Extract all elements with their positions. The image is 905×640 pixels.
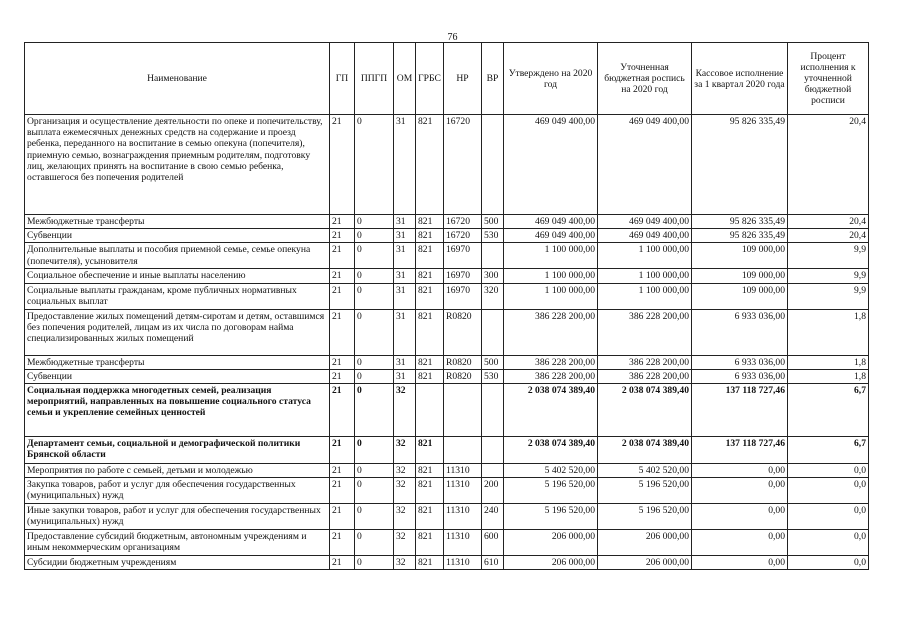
cell-cash: 109 000,00 [692,243,788,269]
cell-ppgp: 0 [355,215,394,229]
cell-name: Субсидии бюджетным учреждениям [25,556,330,570]
header-ppgp: ППГП [355,43,394,115]
cell-ppgp: 0 [355,309,394,355]
cell-vr [482,464,504,478]
cell-cash: 137 118 727,46 [692,437,788,464]
cell-name: Межбюджетные трансферты [25,355,330,369]
cell-cash: 95 826 335,49 [692,229,788,243]
cell-name: Мероприятия по работе с семьей, детьми и молодежью [25,464,330,478]
cell-percent: 9,9 [788,243,869,269]
cell-om: 31 [394,269,416,283]
cell-approved: 386 228 200,00 [504,369,598,383]
table-row [25,530,869,556]
header-gp: ГП [330,43,355,115]
cell-name: Департамент семьи, социальной и демографической политики Брянской области [25,437,330,464]
cell-name: Социальное обеспечение и иные выплаты населению [25,269,330,283]
cell-nr: 11310 [444,478,482,504]
cell-cash: 137 118 727,46 [692,384,788,437]
cell-percent: 0,0 [788,478,869,504]
cell-ppgp: 0 [355,464,394,478]
header-name: Наименование [25,43,330,115]
cell-name: Субвенции [25,229,330,243]
cell-percent: 20,4 [788,229,869,243]
cell-ppgp: 0 [355,269,394,283]
cell-nr: R0820 [444,309,482,355]
header-grbs: ГРБС [416,43,444,115]
cell-percent: 9,9 [788,283,869,309]
cell-grbs: 821 [416,269,444,283]
cell-vr [482,115,504,215]
cell-om: 31 [394,229,416,243]
cell-gp: 21 [330,269,355,283]
cell-vr: 610 [482,556,504,570]
cell-name: Дополнительные выплаты и пособия приемной семье, семье опекуна (попечителя), усыновителя [25,243,330,269]
cell-gp: 21 [330,355,355,369]
cell-om: 32 [394,504,416,530]
cell-nr: R0820 [444,355,482,369]
cell-nr: 11310 [444,504,482,530]
cell-percent: 1,8 [788,309,869,355]
table-row [25,309,869,355]
cell-approved: 469 049 400,00 [504,215,598,229]
cell-refined: 469 049 400,00 [598,215,692,229]
cell-gp: 21 [330,478,355,504]
cell-percent: 9,9 [788,269,869,283]
cell-refined: 386 228 200,00 [598,355,692,369]
table-row [25,464,869,478]
cell-grbs: 821 [416,309,444,355]
cell-gp: 21 [330,437,355,464]
cell-refined: 386 228 200,00 [598,369,692,383]
cell-grbs: 821 [416,283,444,309]
table-row [25,269,869,283]
table-row [25,243,869,269]
cell-cash: 95 826 335,49 [692,215,788,229]
cell-vr: 600 [482,530,504,556]
cell-vr [482,437,504,464]
cell-percent: 1,8 [788,355,869,369]
cell-grbs: 821 [416,504,444,530]
cell-grbs: 821 [416,556,444,570]
cell-nr: 16970 [444,283,482,309]
cell-om: 32 [394,437,416,464]
cell-ppgp: 0 [355,504,394,530]
cell-ppgp: 0 [355,229,394,243]
cell-nr: R0820 [444,369,482,383]
cell-ppgp: 0 [355,355,394,369]
cell-grbs: 821 [416,243,444,269]
cell-vr: 200 [482,478,504,504]
cell-ppgp: 0 [355,556,394,570]
cell-refined: 1 100 000,00 [598,269,692,283]
cell-nr: 16720 [444,115,482,215]
cell-gp: 21 [330,309,355,355]
table-row [25,283,869,309]
cell-cash: 6 933 036,00 [692,309,788,355]
cell-percent: 20,4 [788,115,869,215]
cell-percent: 20,4 [788,215,869,229]
page-number: 76 [447,32,458,43]
cell-refined: 206 000,00 [598,556,692,570]
table-row [25,369,869,383]
cell-nr: 11310 [444,530,482,556]
cell-percent: 0,0 [788,504,869,530]
cell-name: Субвенции [25,369,330,383]
cell-gp: 21 [330,384,355,437]
cell-vr: 300 [482,269,504,283]
cell-grbs: 821 [416,464,444,478]
cell-gp: 21 [330,504,355,530]
cell-ppgp: 0 [355,384,394,437]
cell-approved: 1 100 000,00 [504,269,598,283]
table-row [25,384,869,437]
cell-om: 31 [394,369,416,383]
table-row [25,355,869,369]
cell-approved: 2 038 074 389,40 [504,384,598,437]
table-row [25,215,869,229]
table-row [25,504,869,530]
header-vr: ВР [482,43,504,115]
cell-vr: 240 [482,504,504,530]
cell-vr [482,309,504,355]
cell-name: Социальная поддержка многодетных семей, реализация мероприятий, направленных на повышение социального статуса семьи и укрепление семейных ценностей [25,384,330,437]
header-nr: НР [444,43,482,115]
cell-percent: 0,0 [788,530,869,556]
cell-percent: 1,8 [788,369,869,383]
cell-ppgp: 0 [355,369,394,383]
cell-ppgp: 0 [355,243,394,269]
cell-cash: 109 000,00 [692,269,788,283]
cell-refined: 2 038 074 389,40 [598,437,692,464]
cell-approved: 1 100 000,00 [504,283,598,309]
cell-name: Закупка товаров, работ и услуг для обеспечения государственных (муниципальных) нужд [25,478,330,504]
cell-vr [482,384,504,437]
table-header-row [25,43,869,115]
cell-cash: 0,00 [692,556,788,570]
cell-nr [444,437,482,464]
cell-nr: 16970 [444,269,482,283]
table-row [25,437,869,464]
table-row [25,478,869,504]
cell-vr: 530 [482,229,504,243]
cell-nr: 16720 [444,229,482,243]
header-approved: Утверждено на 2020 год [504,43,598,115]
cell-cash: 0,00 [692,504,788,530]
cell-cash: 95 826 335,49 [692,115,788,215]
cell-grbs: 821 [416,369,444,383]
cell-percent: 0,0 [788,464,869,478]
cell-refined: 1 100 000,00 [598,283,692,309]
cell-refined: 469 049 400,00 [598,115,692,215]
cell-grbs: 821 [416,530,444,556]
cell-name: Предоставление жилых помещений детям-сиротам и детям, оставшимся без попечения родителей, лицам из их числа по договорам найма специализированных жилых помещений [25,309,330,355]
cell-grbs: 821 [416,437,444,464]
cell-approved: 386 228 200,00 [504,355,598,369]
cell-approved: 1 100 000,00 [504,243,598,269]
cell-ppgp: 0 [355,283,394,309]
cell-gp: 21 [330,369,355,383]
cell-gp: 21 [330,530,355,556]
cell-approved: 206 000,00 [504,530,598,556]
header-cash: Кассовое исполнение за 1 квартал 2020 года [692,43,788,115]
table-row [25,229,869,243]
cell-grbs: 821 [416,215,444,229]
cell-gp: 21 [330,215,355,229]
cell-gp: 21 [330,243,355,269]
cell-nr: 11310 [444,464,482,478]
cell-approved: 469 049 400,00 [504,115,598,215]
cell-refined: 2 038 074 389,40 [598,384,692,437]
cell-name: Межбюджетные трансферты [25,215,330,229]
table-row [25,556,869,570]
cell-ppgp: 0 [355,437,394,464]
cell-gp: 21 [330,556,355,570]
cell-refined: 469 049 400,00 [598,229,692,243]
cell-vr: 530 [482,369,504,383]
cell-percent: 0,0 [788,556,869,570]
table-row [25,115,869,215]
cell-approved: 5 196 520,00 [504,504,598,530]
budget-table [24,42,869,570]
cell-name: Иные закупки товаров, работ и услуг для обеспечения государственных (муниципальных) нужд [25,504,330,530]
cell-om: 31 [394,115,416,215]
cell-refined: 5 196 520,00 [598,478,692,504]
cell-name: Организация и осуществление деятельности по опеке и попечительству, выплата ежемесячных денежных средств на содержание и проезд ребенка, переданного на воспитание в семью опекуна (попечителя), приемную семью, вознаграждения приемным родителям, подготовку лиц, желающих принять на воспитание в свою семью ребенка, оставшегося без попечения родителей [25,115,330,215]
cell-om: 32 [394,464,416,478]
cell-nr [444,384,482,437]
cell-approved: 469 049 400,00 [504,229,598,243]
cell-cash: 0,00 [692,464,788,478]
cell-ppgp: 0 [355,478,394,504]
cell-grbs: 821 [416,355,444,369]
cell-cash: 0,00 [692,478,788,504]
cell-percent: 6,7 [788,384,869,437]
cell-vr: 320 [482,283,504,309]
cell-approved: 5 402 520,00 [504,464,598,478]
cell-grbs: 821 [416,115,444,215]
cell-cash: 6 933 036,00 [692,369,788,383]
cell-vr [482,243,504,269]
cell-om: 31 [394,283,416,309]
cell-gp: 21 [330,229,355,243]
cell-vr: 500 [482,355,504,369]
cell-percent: 6,7 [788,437,869,464]
cell-name: Предоставление субсидий бюджетным, автономным учреждениям и иным некоммерческим организациям [25,530,330,556]
cell-refined: 386 228 200,00 [598,309,692,355]
header-percent: Процент исполнения к уточненной бюджетной росписи [788,43,869,115]
cell-refined: 5 196 520,00 [598,504,692,530]
cell-ppgp: 0 [355,530,394,556]
cell-om: 32 [394,556,416,570]
cell-approved: 2 038 074 389,40 [504,437,598,464]
cell-vr: 500 [482,215,504,229]
cell-om: 32 [394,530,416,556]
cell-om: 32 [394,384,416,437]
cell-gp: 21 [330,115,355,215]
cell-grbs: 821 [416,229,444,243]
cell-grbs [416,384,444,437]
cell-gp: 21 [330,464,355,478]
header-refined: Уточненная бюджетная роспись на 2020 год [598,43,692,115]
cell-om: 31 [394,215,416,229]
cell-approved: 386 228 200,00 [504,309,598,355]
cell-name: Социальные выплаты гражданам, кроме публичных нормативных социальных выплат [25,283,330,309]
cell-refined: 5 402 520,00 [598,464,692,478]
cell-om: 31 [394,243,416,269]
cell-grbs: 821 [416,478,444,504]
cell-om: 32 [394,478,416,504]
cell-approved: 206 000,00 [504,556,598,570]
cell-nr: 16720 [444,215,482,229]
cell-om: 31 [394,309,416,355]
cell-refined: 206 000,00 [598,530,692,556]
cell-cash: 109 000,00 [692,283,788,309]
cell-cash: 0,00 [692,530,788,556]
cell-ppgp: 0 [355,115,394,215]
cell-approved: 5 196 520,00 [504,478,598,504]
header-om: ОМ [394,43,416,115]
cell-gp: 21 [330,283,355,309]
cell-nr: 11310 [444,556,482,570]
cell-refined: 1 100 000,00 [598,243,692,269]
cell-cash: 6 933 036,00 [692,355,788,369]
cell-om: 31 [394,355,416,369]
cell-nr: 16970 [444,243,482,269]
